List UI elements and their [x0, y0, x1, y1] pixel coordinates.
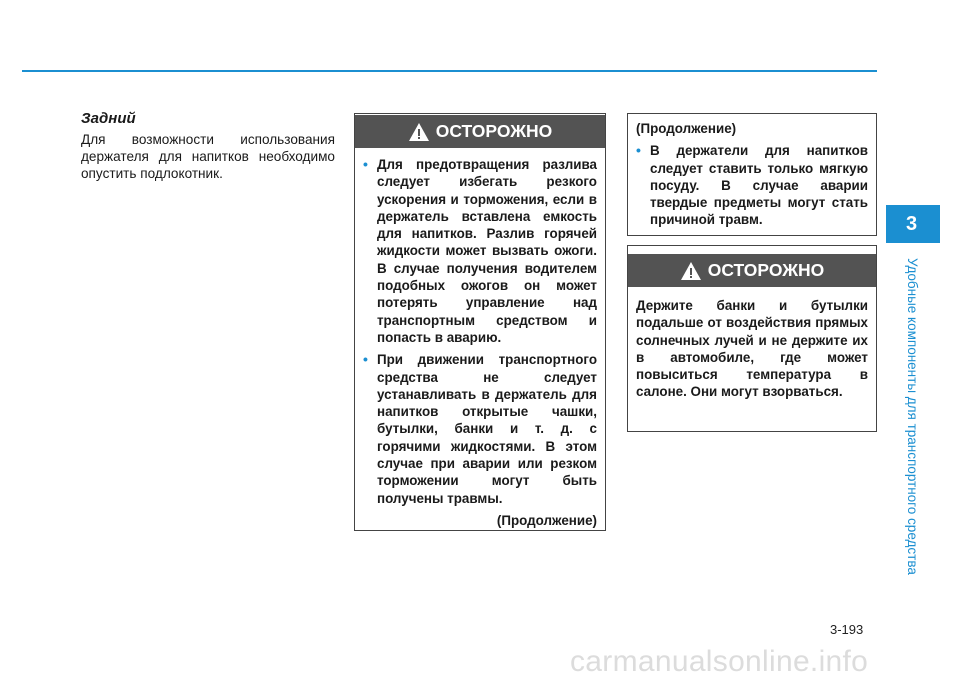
chapter-title: Удобные компоненты для транспортного средства: [905, 258, 920, 575]
list-item: [363, 351, 597, 507]
section-paragraph: Для возможности использования держателя для напитков необходимо опустить подлокотник.: [81, 132, 335, 181]
warning-body: [628, 114, 876, 229]
warning-title: ОСТОРОЖНО: [435, 121, 553, 141]
warning-triangle-icon: [408, 122, 430, 142]
bullet-text: Для предотвращения разлива следует избегать резкого ускорения и торможения, если в держатель вставлена емкость для напитков. Разлив горячей жидкости может вызвать ожоги. В случае получения водителем подобных ожогов он может потерять управление над транспортным средством и попасть в аварию.: [377, 157, 597, 345]
list-item: [636, 142, 868, 228]
bullet-icon: •: [636, 142, 641, 159]
bullet-icon: •: [363, 351, 368, 368]
warning-header: [355, 115, 605, 148]
bullet-icon: •: [363, 156, 368, 172]
warning-triangle-icon: [680, 261, 702, 281]
warning-box-continued: [627, 113, 877, 236]
chapter-number: 3: [906, 212, 918, 235]
warning-text: Держите банки и бутылки подальше от воздействия прямых солнечных лучей и не держите их в автомобиле, где может повыситься температура в салоне. Они могут взорваться.: [636, 298, 868, 400]
bullet-text: В держатели для напитков следует ставить только мягкую посуду. В случае аварии твердые предметы могут стать причиной травм.: [650, 143, 868, 228]
list-item: [363, 156, 597, 346]
warning-title: ОСТОРОЖНО: [707, 260, 825, 280]
continued-label: (Продолжение): [636, 121, 737, 136]
watermark: carmanualsonline.info: [570, 645, 869, 678]
bullet-text: При движении транспортного средства не следует устанавливать в держатель для напитков открытые чашки, бутылки, банки и т. д. с горячими жидкостями. В этом случае при аварии или резком торможении могут быть получены травмы.: [377, 352, 597, 506]
left-column: [81, 110, 335, 182]
section-subheading: Задний: [81, 110, 136, 127]
warning-header: [628, 254, 876, 287]
warning-box-second: [627, 245, 877, 432]
top-rule: [22, 70, 877, 72]
continued-label: (Продолжение): [496, 512, 597, 528]
warning-body: [355, 148, 605, 529]
warning-box-main: [354, 113, 606, 531]
page-number: 3-193: [830, 622, 864, 637]
chapter-tab: [886, 205, 940, 243]
